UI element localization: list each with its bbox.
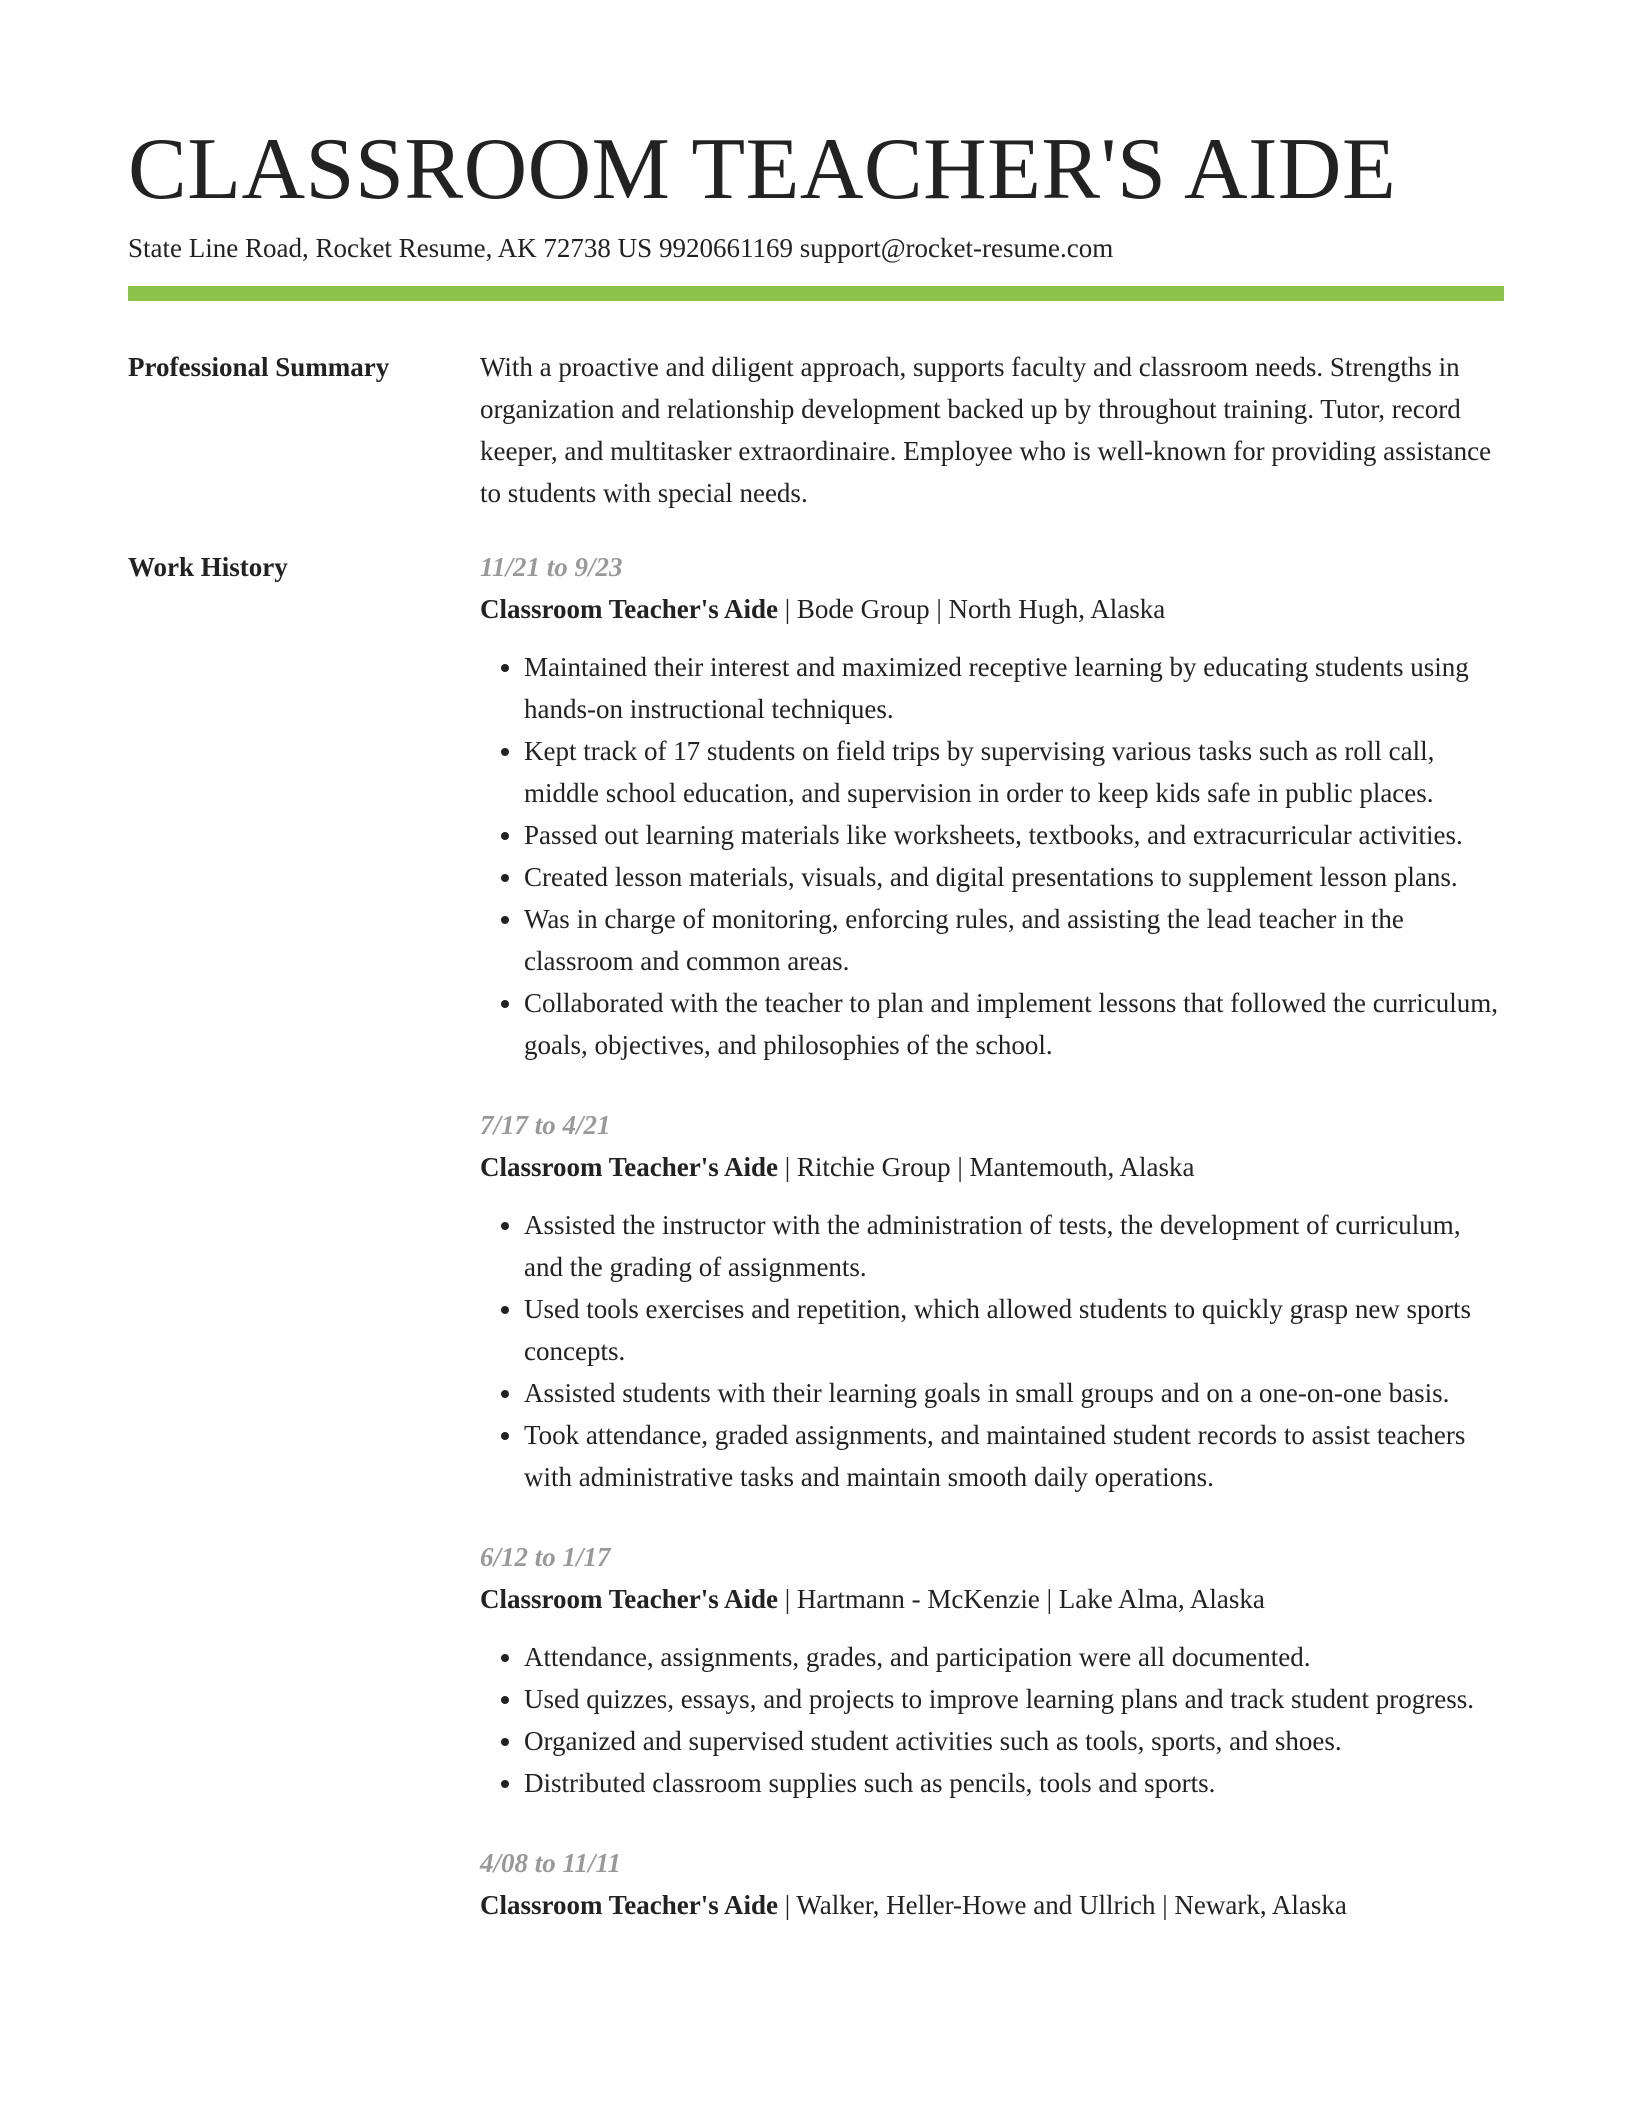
list-item: • Attendance, assignments, grades, and participation were all documented. [524,1636,1504,1678]
list-item: • Created lesson materials, visuals, and digital presentations to supplement lesson plans. [524,856,1504,898]
job-employer-location: | Hartmann - McKenzie | Lake Alma, Alaska [778,1584,1265,1614]
list-item: • Passed out learning materials like worksheets, textbooks, and extracurricular activities. [524,814,1504,856]
job-responsibilities-list [480,646,1504,1066]
list-item: • Kept track of 17 students on field trips by supervising various tasks such as roll call, middle school education, and supervision in order to keep kids safe in public places. [524,730,1504,814]
job-title: Classroom Teacher's Aide [480,594,779,624]
job-title: Classroom Teacher's Aide [480,1890,779,1920]
job-employer-location: | Bode Group | North Hugh, Alaska [778,594,1166,624]
section-label-work-history: Work History [128,552,288,582]
summary-text: With a proactive and diligent approach, supports faculty and classroom needs. Strengths in organization and relationship development backed up by throughout training. Tutor, record keeper, and multitasker extraordinaire. Employee who is well-known for providing assistance to students with special needs. [480,352,1492,508]
job-dates: 7/17 to 4/21 [480,1110,611,1140]
work-history-body [480,546,1504,1964]
job-heading [480,1578,1504,1620]
job-entry [480,1104,1504,1498]
list-item: • Assisted students with their learning goals in small groups and on a one-on-one basis. [524,1372,1504,1414]
job-heading [480,1146,1504,1188]
job-title: Classroom Teacher's Aide [480,1152,779,1182]
job-employer-location: | Ritchie Group | Mantemouth, Alaska [778,1152,1195,1182]
resume-title: CLASSROOM TEACHER'S AIDE [128,121,1397,218]
list-item: • Collaborated with the teacher to plan and implement lessons that followed the curriculum, goals, objectives, and philosophies of the school. [524,982,1504,1066]
job-responsibilities-list [480,1636,1504,1804]
job-entry [480,1842,1504,1926]
job-employer-location: | Walker, Heller-Howe and Ullrich | Newark, Alaska [778,1890,1347,1920]
list-item: • Organized and supervised student activities such as tools, sports, and shoes. [524,1720,1504,1762]
job-heading [480,1884,1504,1926]
list-item: • Distributed classroom supplies such as pencils, tools and sports. [524,1762,1504,1804]
list-item: • Took attendance, graded assignments, and maintained student records to assist teachers with administrative tasks and maintain smooth daily operations. [524,1414,1504,1498]
list-item: • Assisted the instructor with the administration of tests, the development of curriculum, and the grading of assignments. [524,1204,1504,1288]
list-item: • Used quizzes, essays, and projects to improve learning plans and track student progress. [524,1678,1504,1720]
job-entry [480,546,1504,1066]
list-item: • Maintained their interest and maximized receptive learning by educating students using hands-on instructional techniques. [524,646,1504,730]
section-label-summary: Professional Summary [128,352,390,382]
job-entry [480,1536,1504,1804]
job-heading [480,588,1504,630]
job-dates: 6/12 to 1/17 [480,1542,611,1572]
list-item: • Was in charge of monitoring, enforcing rules, and assisting the lead teacher in the classroom and common areas. [524,898,1504,982]
contact-line: State Line Road, Rocket Resume, AK 72738 US 9920661169 support@rocket-resume.com [128,233,1114,263]
job-responsibilities-list [480,1204,1504,1498]
job-dates: 11/21 to 9/23 [480,552,623,582]
job-dates: 4/08 to 11/11 [480,1848,622,1878]
header-divider [128,286,1504,301]
list-item: • Used tools exercises and repetition, which allowed students to quickly grasp new sports concepts. [524,1288,1504,1372]
job-title: Classroom Teacher's Aide [480,1584,779,1614]
summary-body [480,346,1504,514]
